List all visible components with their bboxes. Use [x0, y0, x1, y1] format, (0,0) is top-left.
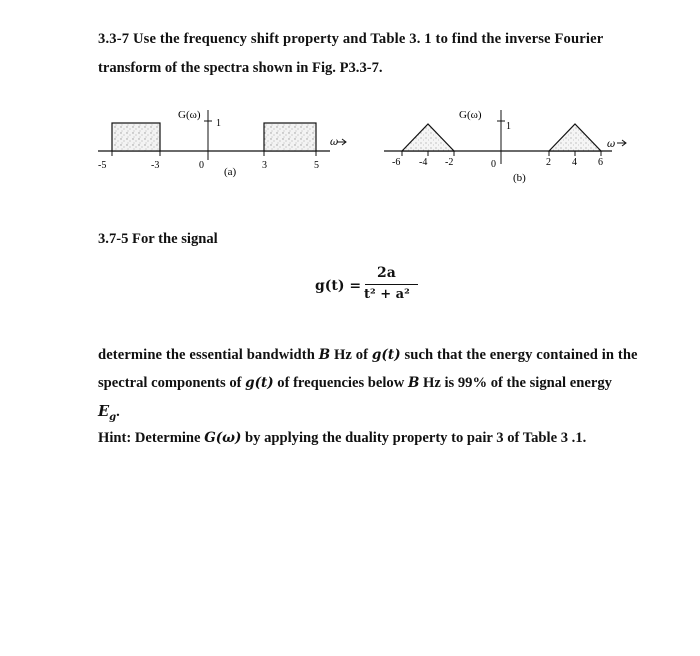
plot-a-rect-left: [112, 123, 160, 151]
plot-a-tick-neg5: -5: [98, 160, 107, 171]
plot-a: [98, 109, 346, 178]
plot-b-tick-2: 2: [546, 157, 551, 168]
plot-b-label: (b): [513, 172, 526, 184]
plot-b-tick-neg4: -4: [419, 157, 428, 168]
plot-b: [384, 109, 626, 184]
plot-a-omega: ω: [330, 137, 339, 148]
plot-a-ylabel: G(ω): [178, 109, 201, 121]
plot-b-height-label: 1: [506, 121, 511, 132]
formula-lhs: g(t) =: [315, 278, 362, 294]
plot-b-tick-4: 4: [572, 157, 577, 168]
formula-denominator: t² + a²: [364, 287, 410, 302]
plot-a-arrow: [337, 139, 346, 145]
plot-b-tick-6: 6: [598, 157, 603, 168]
plot-b-tick-neg2: -2: [445, 157, 454, 168]
plot-a-tick-3: 3: [262, 160, 267, 171]
plot-a-rect-right: [264, 123, 316, 151]
plot-b-triangle-right: [549, 124, 601, 151]
problem-3-7-5-body-line2: spectral components of g(t) of frequencies below B Hz is 99% of the signal energy: [98, 375, 612, 391]
signal-formula: [313, 262, 423, 310]
problem-3-7-5-body-line1: determine the essential bandwidth B Hz of g(t) such that the energy contained in the: [98, 347, 638, 363]
formula-numerator: 2a: [377, 265, 396, 281]
plot-b-omega: ω: [607, 139, 616, 150]
problem-3-7-5-body-line3: $E_g$.: [98, 403, 120, 423]
plot-a-height-label: 1: [216, 118, 221, 129]
plot-b-arrow: [617, 140, 626, 146]
problem-3-3-7-line1: 3.3-7 Use the frequency shift property and Table 3. 1 to find the inverse Fourier: [98, 31, 604, 47]
plot-b-tick-0: 0: [491, 159, 496, 170]
figure-p3-3-7: [0, 96, 700, 196]
problem-3-3-7-line2: transform of the spectra shown in Fig. P3.3-7.: [98, 60, 383, 76]
plot-a-tick-5: 5: [314, 160, 319, 171]
plot-b-ylabel: G(ω): [459, 109, 482, 121]
problem-3-7-5-title: 3.7-5 For the signal: [98, 231, 218, 247]
problem-3-7-5-hint: Hint: Determine G(ω) by applying the duality property to pair 3 of Table 3 .1.: [98, 430, 587, 446]
plot-a-label: (a): [224, 166, 237, 178]
plot-a-tick-0: 0: [199, 160, 204, 171]
formula-fraction-bar: [365, 284, 418, 285]
plot-b-tick-neg6: -6: [392, 157, 401, 168]
plot-a-tick-neg3: -3: [151, 160, 160, 171]
plot-b-triangle-left: [402, 124, 454, 151]
